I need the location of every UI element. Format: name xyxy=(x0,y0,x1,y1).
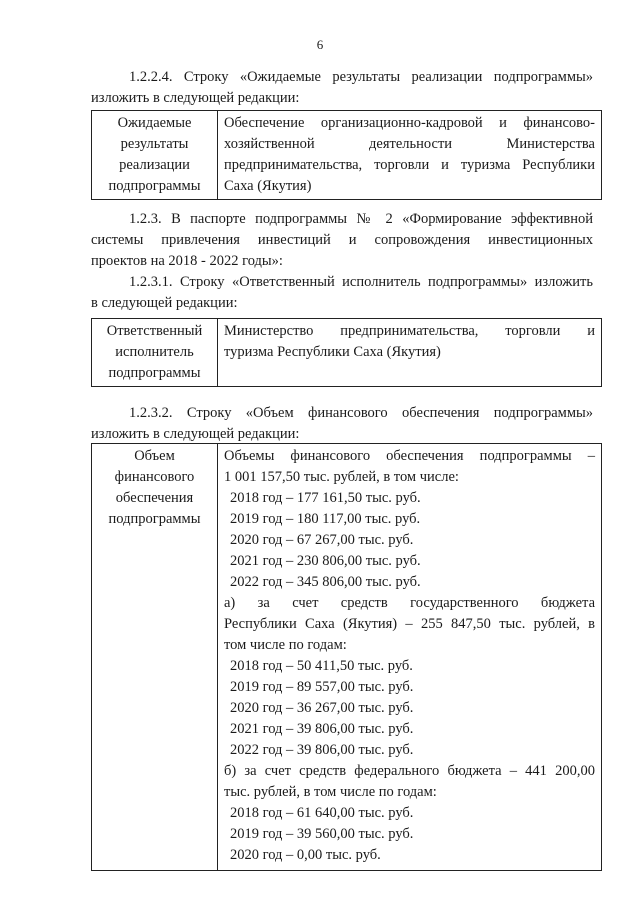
section-1-2-2-4 xyxy=(91,67,593,109)
funding-line: 1 001 157,50 тыс. рублей, в том числе: xyxy=(224,469,459,485)
funding-year-line: 2020 год – 36 267,00 тыс. руб. xyxy=(230,700,414,716)
expected-results-value xyxy=(218,111,602,200)
section-1-2-2-4-line-1: 1.2.2.4. Строку «Ожидаемые результаты реализации подпрограммы» xyxy=(129,69,593,85)
label-line: Объем xyxy=(134,448,175,464)
page-number: 6 xyxy=(316,37,324,52)
section-1-2-3-line-2: системы привлечения инвестиций и сопровождения инвестиционных xyxy=(91,232,593,248)
funding-year-line: 2022 год – 39 806,00 тыс. руб. xyxy=(230,742,414,758)
responsible-executor-label xyxy=(92,319,218,387)
funding-volume-value xyxy=(218,444,602,871)
label-line: Ответственный xyxy=(106,323,203,339)
label-line: обеспечения xyxy=(115,490,194,506)
section-1-2-3-1 xyxy=(91,272,593,314)
value-line: Министерство предпринимательства, торговли и xyxy=(224,323,595,339)
section-1-2-3-1-line-2: в следующей редакции: xyxy=(91,295,238,311)
label-line: финансового xyxy=(114,469,195,485)
funding-year-line: 2022 год – 345 806,00 тыс. руб. xyxy=(230,574,421,590)
label-line: подпрограммы xyxy=(108,178,201,194)
section-1-2-3 xyxy=(91,209,593,272)
label-line: Ожидаемые xyxy=(117,115,192,131)
section-1-2-3-2-line-2: изложить в следующей редакции: xyxy=(91,426,300,442)
section-1-2-3-2 xyxy=(91,403,593,445)
expected-results-table xyxy=(91,110,602,200)
label-line: исполнитель xyxy=(115,344,194,360)
funding-line: тыс. рублей, в том числе по годам: xyxy=(224,784,437,800)
funding-year-line: 2019 год – 89 557,00 тыс. руб. xyxy=(230,679,414,695)
funding-volume-table xyxy=(91,443,602,871)
funding-year-line: 2019 год – 39 560,00 тыс. руб. xyxy=(230,826,414,842)
value-line: Саха (Якутия) xyxy=(224,178,312,194)
section-1-2-2-4-line-2: изложить в следующей редакции: xyxy=(91,90,300,106)
section-1-2-3-2-line-1: 1.2.3.2. Строку «Объем финансового обеспечения подпрограммы» xyxy=(129,405,593,421)
funding-year-line: 2020 год – 0,00 тыс. руб. xyxy=(230,847,381,863)
section-1-2-3-1-line-1: 1.2.3.1. Строку «Ответственный исполнитель подпрограммы» изложить xyxy=(129,274,593,290)
funding-year-line: 2018 год – 61 640,00 тыс. руб. xyxy=(230,805,414,821)
label-line: подпрограммы xyxy=(108,511,201,527)
label-line: реализации xyxy=(119,157,190,173)
funding-line: Республики Саха (Якутия) – 255 847,50 тыс. рублей, в xyxy=(224,616,595,632)
label-line: результаты xyxy=(120,136,189,152)
section-1-2-3-line-3: проектов на 2018 - 2022 годы»: xyxy=(91,253,283,269)
funding-year-line: 2018 год – 50 411,50 тыс. руб. xyxy=(230,658,413,674)
funding-volume-label xyxy=(92,444,218,871)
funding-line: б) за счет средств федерального бюджета – 441 200,00 xyxy=(224,763,595,779)
funding-year-line: 2021 год – 230 806,00 тыс. руб. xyxy=(230,553,421,569)
section-1-2-3-line-1: 1.2.3. В паспорте подпрограммы № 2 «Формирование эффективной xyxy=(129,211,593,227)
responsible-executor-value xyxy=(218,319,602,387)
value-line: хозяйственной деятельности Министерства xyxy=(224,136,595,152)
expected-results-label xyxy=(92,111,218,200)
value-line: туризма Республики Саха (Якутия) xyxy=(224,344,441,360)
value-line: Обеспечение организационно-кадровой и финансово- xyxy=(224,115,595,131)
funding-year-line: 2020 год – 67 267,00 тыс. руб. xyxy=(230,532,414,548)
label-line: подпрограммы xyxy=(108,365,201,381)
funding-line: том числе по годам: xyxy=(224,637,347,653)
responsible-executor-table xyxy=(91,318,602,387)
funding-year-line: 2021 год – 39 806,00 тыс. руб. xyxy=(230,721,414,737)
funding-year-line: 2018 год – 177 161,50 тыс. руб. xyxy=(230,490,421,506)
funding-line: Объемы финансового обеспечения подпрограммы – xyxy=(224,448,595,464)
funding-line: а) за счет средств государственного бюджета xyxy=(224,595,595,611)
value-line: предпринимательства, торговли и туризма Республики xyxy=(224,157,595,173)
funding-year-line: 2019 год – 180 117,00 тыс. руб. xyxy=(230,511,421,527)
